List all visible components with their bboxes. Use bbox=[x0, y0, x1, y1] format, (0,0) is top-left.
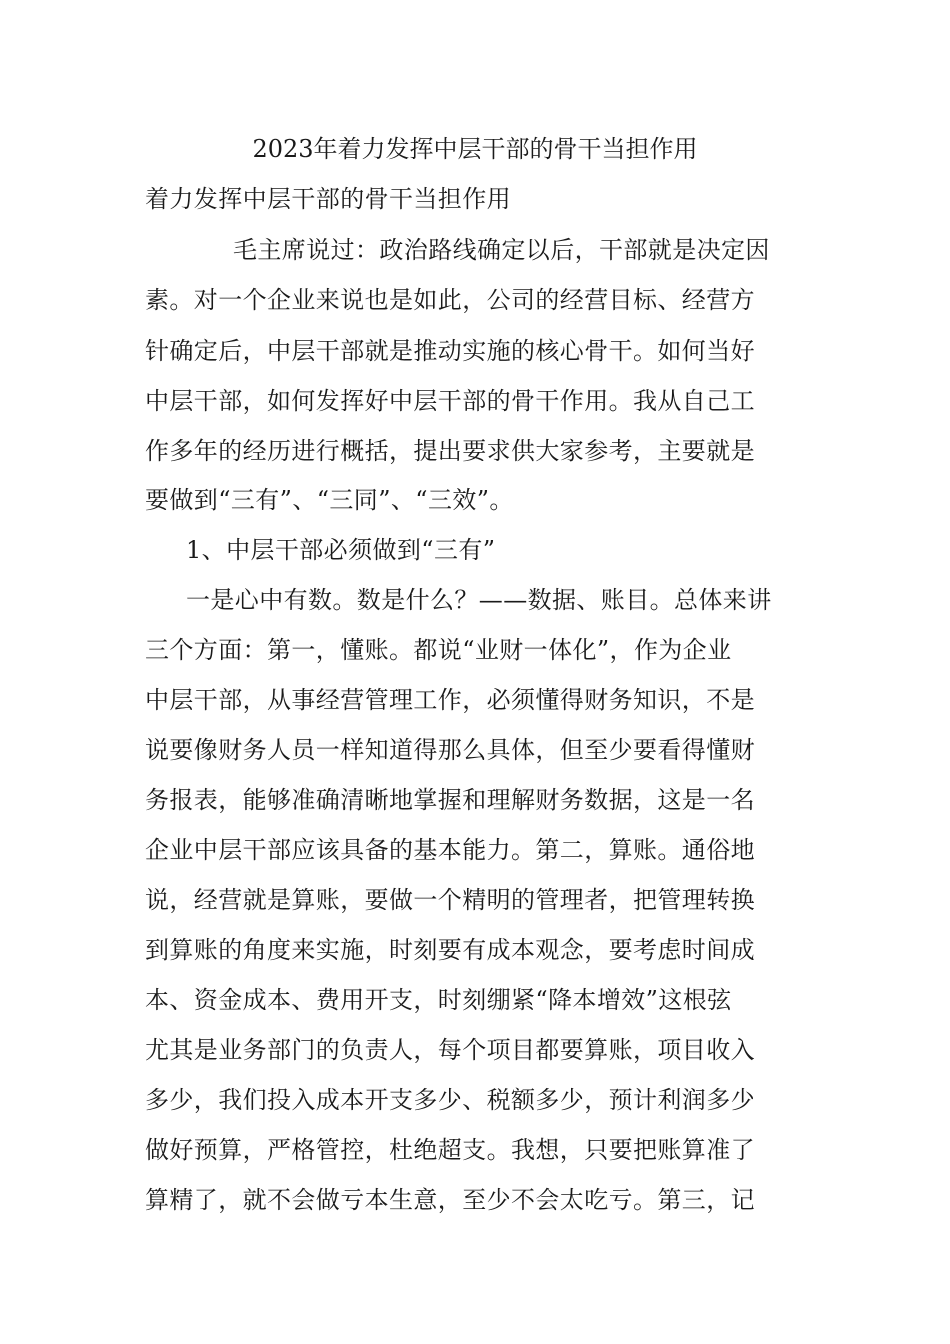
paragraph-line: 企业中层干部应该具备的基本能力。第二，算账。通俗地 bbox=[145, 836, 755, 864]
paragraph-line: 针确定后，中层干部就是推动实施的核心骨干。如何当好 bbox=[145, 337, 755, 365]
paragraph-line: 尤其是业务部门的负责人，每个项目都要算账，项目收入 bbox=[145, 1036, 755, 1064]
paragraph-line: 素。对一个企业来说也是如此，公司的经营目标、经营方 bbox=[145, 286, 755, 314]
paragraph-line: 到算账的角度来实施，时刻要有成本观念，要考虑时间成 bbox=[145, 936, 755, 964]
paragraph-line: 说要像财务人员一样知道得那么具体，但至少要看得懂财 bbox=[145, 736, 755, 764]
document-subtitle: 着力发挥中层干部的骨干当担作用 bbox=[145, 185, 511, 213]
paragraph-line: 算精了，就不会做亏本生意，至少不会太吃亏。第三，记 bbox=[145, 1186, 755, 1214]
paragraph-line: 中层干部，从事经营管理工作，必须懂得财务知识，不是 bbox=[145, 686, 755, 714]
paragraph-line: 作多年的经历进行概括，提出要求供大家参考，主要就是 bbox=[145, 437, 755, 465]
paragraph-line: 做好预算，严格管控，杜绝超支。我想，只要把账算准了 bbox=[145, 1136, 755, 1164]
paragraph-line: 三个方面：第一，懂账。都说“业财一体化”，作为企业 bbox=[145, 636, 732, 664]
paragraph-line: 要做到“三有”、“三同”、“三效”。 bbox=[145, 486, 514, 514]
paragraph-line: 一是心中有数。数是什么？——数据、账目。总体来讲 bbox=[186, 586, 772, 614]
document-title: 2023年着力发挥中层干部的骨干当担作用 bbox=[252, 135, 698, 163]
paragraph-line: 务报表，能够准确清晰地掌握和理解财务数据，这是一名 bbox=[145, 786, 755, 814]
paragraph-line: 说，经营就是算账，要做一个精明的管理者，把管理转换 bbox=[145, 886, 755, 914]
paragraph-line: 本、资金成本、费用开支，时刻绷紧“降本增效”这根弦 bbox=[145, 986, 732, 1014]
paragraph-line: 中层干部，如何发挥好中层干部的骨干作用。我从自己工 bbox=[145, 387, 755, 415]
paragraph-line: 多少，我们投入成本开支多少、税额多少，预计利润多少 bbox=[145, 1086, 755, 1114]
section-heading: 1、中层干部必须做到“三有” bbox=[186, 536, 496, 564]
paragraph-line: 毛主席说过：政治路线确定以后，干部就是决定因 bbox=[233, 236, 770, 264]
